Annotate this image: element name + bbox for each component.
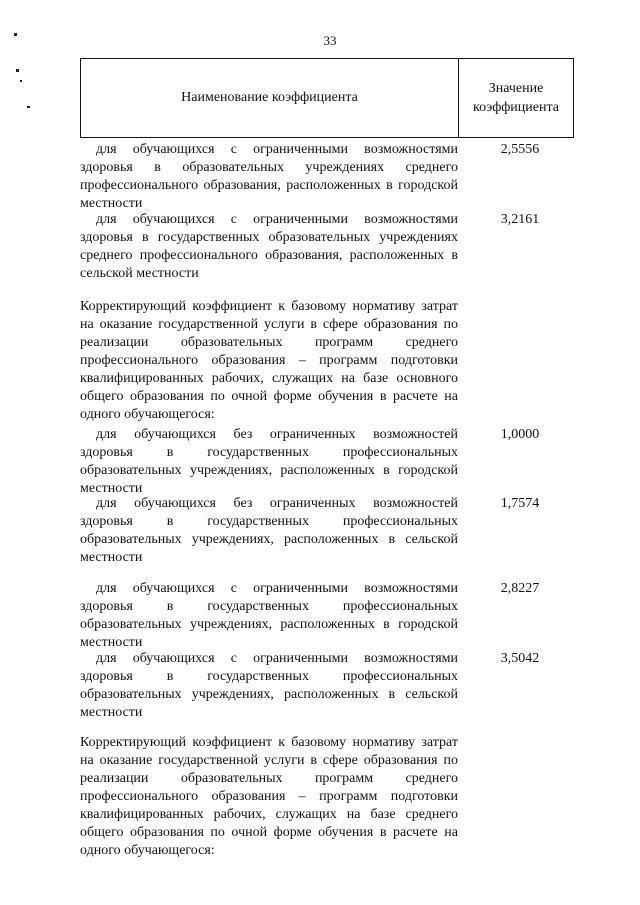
row-value: 3,2161 [500, 212, 540, 227]
table-header [80, 58, 574, 138]
row-value: 1,0000 [500, 427, 540, 442]
row-description: для обучающихся с ограниченными возможностями здоровья в государственных образовательных учреждениях среднего профессионального образования, расположенных в сельской местности [80, 212, 458, 281]
page-number: 33 [323, 33, 337, 48]
scan-speck [20, 80, 22, 82]
section-heading-basic: Корректирующий коэффициент к базовому нормативу затрат на оказание государственной услуги в сфере образования по реализации образовательных программ среднего профессионального образования – программ подготовки квалифицированных рабочих, служащих на базе основного общего образования по очной форме обучения в расчете на одного обучающегося: [80, 299, 458, 422]
row-value: 1,7574 [500, 496, 540, 511]
row-description: для обучающихся без ограниченных возможностей здоровья в государственных профессиональных образовательных учреждениях, расположенных в городской местности [80, 427, 458, 496]
row-description: для обучающихся с ограниченными возможностями здоровья в государственных профессиональных образовательных учреждениях, расположенных в сельской местности [80, 651, 458, 720]
scan-speck [27, 106, 30, 108]
column-header-value [459, 59, 573, 137]
column-header-name: Наименование коэффициента [81, 59, 459, 137]
row-value: 2,5556 [500, 142, 540, 157]
row-description: для обучающихся с ограниченными возможностями здоровья в образовательных учреждениях среднего профессионального образования, расположенных в городской местности [80, 142, 458, 211]
row-value: 3,5042 [500, 651, 540, 666]
scan-speck [16, 69, 19, 72]
column-header-value-line1: Значение [488, 81, 544, 96]
column-header-value-line2: коэффициента [473, 100, 559, 115]
section-heading-secondary: Корректирующий коэффициент к базовому нормативу затрат на оказание государственной услуги в сфере образования по реализации образовательных программ среднего профессионального образования – программ подготовки квалифицированных рабочих, служащих на базе среднего общего образования по очной форме обучения в расчете на одного обучающегося: [80, 735, 458, 858]
row-value: 2,8227 [500, 581, 540, 596]
row-description: для обучающихся без ограниченных возможностей здоровья в государственных профессиональных образовательных учреждениях, расположенных в сельской местности [80, 496, 458, 565]
scan-speck [14, 33, 17, 36]
row-description: для обучающихся с ограниченными возможностями здоровья в государственных профессиональных образовательных учреждениях, расположенных в городской местности [80, 581, 458, 650]
